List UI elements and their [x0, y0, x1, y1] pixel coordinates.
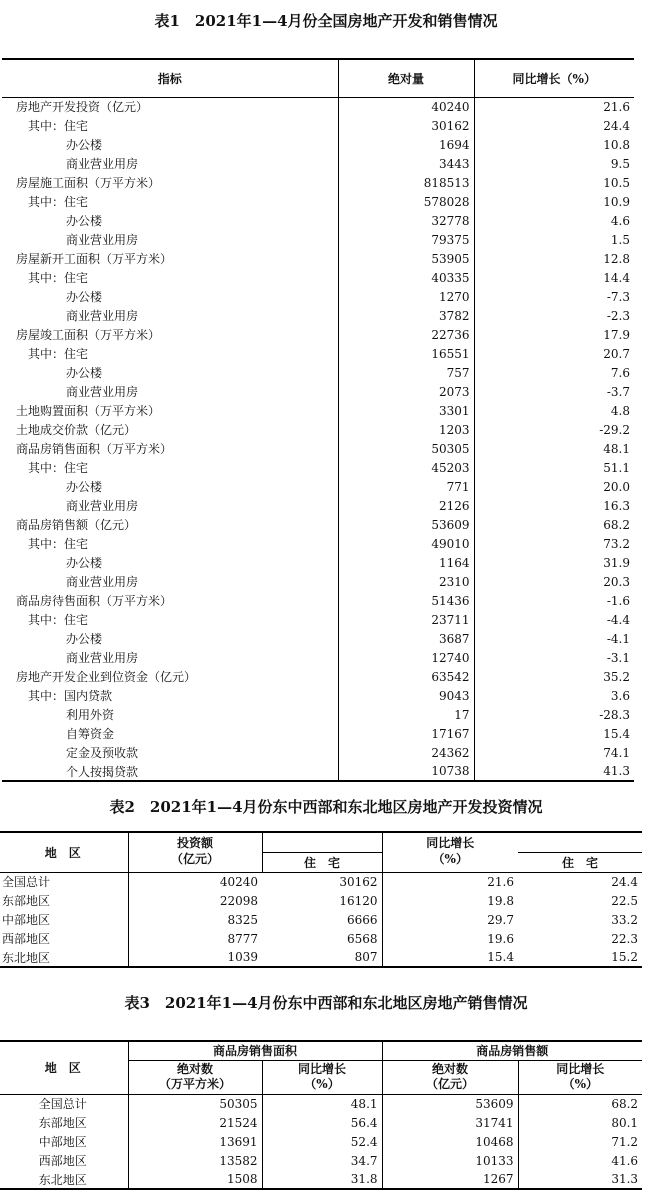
growth-value: -29.2	[599, 422, 630, 437]
invest-residential-value: 6568	[262, 929, 382, 948]
absolute-value: 17	[338, 705, 474, 724]
table-row	[0, 929, 642, 948]
region-label: 中部地区	[0, 1132, 128, 1151]
region-label: 东部地区	[0, 1113, 128, 1132]
region-label: 全国总计	[0, 872, 128, 891]
growth-value: 16.3	[603, 498, 630, 513]
absolute-value: 1164	[338, 553, 474, 572]
absolute-value: 1694	[338, 135, 474, 154]
table-row	[2, 192, 634, 211]
absolute-value: 51436	[338, 591, 474, 610]
indicator-label: 房屋施工面积（万平方米）	[2, 173, 338, 192]
table-row	[2, 306, 634, 325]
header-sales-growth: 同比增长 （%）	[556, 1062, 605, 1091]
indicator-label: 其中：住宅	[2, 344, 338, 363]
absolute-value: 17167	[338, 724, 474, 743]
growth-value: 20.0	[603, 479, 630, 494]
indicator-label: 房屋竣工面积（万平方米）	[2, 325, 338, 344]
growth-value: 17.9	[603, 327, 630, 342]
indicator-label: 个人按揭贷款	[2, 762, 338, 781]
table-row	[2, 154, 634, 173]
table3	[0, 1040, 642, 1190]
absolute-value: 40240	[338, 97, 474, 116]
region-label: 东北地区	[0, 1170, 128, 1189]
absolute-value: 818513	[338, 173, 474, 192]
table-row	[2, 572, 634, 591]
absolute-value: 3782	[338, 306, 474, 325]
area-value: 1508	[128, 1170, 262, 1189]
header-growth: 同比增长 （%）	[382, 832, 518, 872]
indicator-label: 其中：住宅	[2, 458, 338, 477]
table-row	[0, 872, 642, 891]
table-row	[2, 496, 634, 515]
area-value: 21524	[128, 1113, 262, 1132]
table1-title: 表1 2021年1—4月份全国房地产开发和销售情况	[154, 12, 498, 30]
region-label: 西部地区	[0, 929, 128, 948]
indicator-label: 其中：住宅	[2, 192, 338, 211]
table3-title: 表3 2021年1—4月份东中西部和东北地区房地产销售情况	[124, 994, 528, 1012]
indicator-label: 办公楼	[2, 477, 338, 496]
growth-value: 29.7	[487, 912, 514, 927]
absolute-value: 32778	[338, 211, 474, 230]
table-row	[2, 439, 634, 458]
sales-value: 10468	[382, 1132, 518, 1151]
table3-body	[0, 1094, 642, 1189]
growth-residential-value: 24.4	[611, 874, 638, 889]
growth-value: 20.7	[603, 346, 630, 361]
table-row	[2, 325, 634, 344]
growth-value: 35.2	[603, 669, 630, 684]
header-area-absolute: 绝对数 （万平方米）	[128, 1060, 262, 1094]
absolute-value: 45203	[338, 458, 474, 477]
indicator-label: 其中：住宅	[2, 534, 338, 553]
indicator-label: 土地购置面积（万平方米）	[2, 401, 338, 420]
table-row	[0, 891, 642, 910]
sales-growth-value: 68.2	[611, 1096, 639, 1111]
growth-value: -2.3	[606, 308, 630, 323]
absolute-value: 24362	[338, 743, 474, 762]
table-row	[2, 724, 634, 743]
invest-residential-value: 16120	[262, 891, 382, 910]
indicator-label: 商业营业用房	[2, 572, 338, 591]
area-growth-value: 48.1	[262, 1094, 382, 1113]
indicator-label: 自筹资金	[2, 724, 338, 743]
indicator-label: 土地成交价款（亿元）	[2, 420, 338, 439]
indicator-label: 办公楼	[2, 287, 338, 306]
indicator-label: 商业营业用房	[2, 648, 338, 667]
region-label: 东部地区	[0, 891, 128, 910]
sales-value: 10133	[382, 1151, 518, 1170]
growth-value: 15.4	[382, 948, 518, 967]
absolute-value: 1270	[338, 287, 474, 306]
absolute-value: 771	[338, 477, 474, 496]
absolute-value: 9043	[338, 686, 474, 705]
header-growth-blank	[518, 832, 642, 852]
indicator-label: 其中：国内贷款	[2, 686, 338, 705]
table-row	[2, 382, 634, 401]
table-row	[0, 1151, 642, 1170]
table-row	[2, 135, 634, 154]
table-row	[2, 268, 634, 287]
indicator-label: 商品房待售面积（万平方米）	[2, 591, 338, 610]
header-growth: 同比增长（%）	[474, 59, 634, 97]
header-invest: 投资额 （亿元）	[128, 832, 262, 872]
invest-value: 40240	[219, 874, 258, 889]
table-row	[2, 610, 634, 629]
growth-residential-value: 33.2	[611, 912, 638, 927]
growth-value: 31.9	[603, 555, 630, 570]
header-sales-amount: 商品房销售额	[382, 1041, 642, 1060]
growth-value: 68.2	[603, 517, 630, 532]
absolute-value: 63542	[338, 667, 474, 686]
table-row	[0, 1170, 642, 1189]
indicator-label: 商业营业用房	[2, 306, 338, 325]
table-row	[2, 344, 634, 363]
absolute-value: 2310	[338, 572, 474, 591]
table-row	[2, 458, 634, 477]
absolute-value: 2073	[338, 382, 474, 401]
header-region: 地 区	[0, 832, 128, 872]
growth-value: 10.8	[603, 137, 630, 152]
indicator-label: 办公楼	[2, 211, 338, 230]
area-growth-value: 52.4	[262, 1132, 382, 1151]
area-value: 13691	[128, 1132, 262, 1151]
growth-value: 10.5	[603, 175, 630, 190]
header-region: 地 区	[0, 1041, 128, 1094]
growth-value: -1.6	[606, 593, 630, 608]
table-row	[2, 477, 634, 496]
growth-value: 20.3	[603, 574, 630, 589]
growth-value: 24.4	[603, 118, 630, 133]
invest-value: 8325	[227, 912, 258, 927]
absolute-value: 50305	[338, 439, 474, 458]
growth-value: 73.2	[603, 536, 630, 551]
invest-value: 8777	[227, 931, 258, 946]
invest-value: 22098	[219, 893, 258, 908]
invest-residential-value: 807	[262, 948, 382, 967]
growth-value: -4.1	[606, 631, 630, 646]
growth-value: 21.6	[603, 99, 630, 114]
absolute-value: 3301	[338, 401, 474, 420]
indicator-label: 房屋新开工面积（万平方米）	[2, 249, 338, 268]
absolute-value: 49010	[338, 534, 474, 553]
table2-title: 表2 2021年1—4月份东中西部和东北地区房地产开发投资情况	[109, 798, 543, 816]
growth-value: 12.8	[603, 251, 630, 266]
table-row	[2, 97, 634, 116]
absolute-value: 79375	[338, 230, 474, 249]
sales-value: 31741	[382, 1113, 518, 1132]
invest-residential-value: 30162	[262, 872, 382, 891]
sales-growth-value: 31.3	[518, 1170, 642, 1189]
area-growth-value: 34.7	[262, 1151, 382, 1170]
header-growth-residential: 住 宅	[518, 852, 642, 872]
growth-value: 48.1	[603, 441, 630, 456]
table-row	[2, 534, 634, 553]
growth-value: -3.1	[606, 650, 630, 665]
growth-value: 4.8	[610, 403, 630, 418]
sales-value: 53609	[382, 1094, 518, 1113]
absolute-value: 757	[338, 363, 474, 382]
absolute-value: 3443	[338, 154, 474, 173]
growth-value: 74.1	[603, 745, 630, 760]
indicator-label: 商业营业用房	[2, 382, 338, 401]
growth-residential-value: 22.5	[611, 893, 638, 908]
growth-value: -7.3	[606, 289, 630, 304]
table-row	[0, 1094, 642, 1113]
indicator-label: 商业营业用房	[2, 154, 338, 173]
growth-value: 4.6	[610, 213, 630, 228]
indicator-label: 利用外资	[2, 705, 338, 724]
table-row	[0, 1132, 642, 1151]
growth-value: 21.6	[487, 874, 514, 889]
table-row	[2, 230, 634, 249]
table2	[0, 831, 642, 968]
indicator-label: 商品房销售额（亿元）	[2, 515, 338, 534]
region-label: 全国总计	[0, 1094, 128, 1113]
table-row	[2, 173, 634, 192]
table-row	[2, 553, 634, 572]
header-area-growth: 同比增长 （%）	[262, 1060, 382, 1094]
indicator-label: 其中：住宅	[2, 610, 338, 629]
table2-body	[0, 872, 642, 967]
table-row	[0, 910, 642, 929]
indicator-label: 办公楼	[2, 553, 338, 572]
indicator-label: 定金及预收款	[2, 743, 338, 762]
table-row	[2, 515, 634, 534]
table-row	[2, 705, 634, 724]
sales-growth-value: 80.1	[611, 1115, 639, 1130]
region-label: 中部地区	[0, 910, 128, 929]
growth-value: 3.6	[610, 688, 630, 703]
growth-value: 1.5	[610, 232, 630, 247]
growth-residential-value: 15.2	[518, 948, 642, 967]
absolute-value: 22736	[338, 325, 474, 344]
absolute-value: 40335	[338, 268, 474, 287]
table-row	[2, 743, 634, 762]
table-row	[2, 686, 634, 705]
area-growth-value: 31.8	[262, 1170, 382, 1189]
region-label: 东北地区	[0, 948, 128, 967]
header-absolute: 绝对量	[338, 59, 474, 97]
indicator-label: 房地产开发企业到位资金（亿元）	[2, 667, 338, 686]
sales-growth-value: 71.2	[611, 1134, 639, 1149]
header-indicator: 指标	[2, 59, 338, 97]
table-row	[2, 667, 634, 686]
header-sales-absolute: 绝对数 （亿元）	[382, 1060, 518, 1094]
table-row	[2, 401, 634, 420]
invest-residential-value: 6666	[262, 910, 382, 929]
absolute-value: 578028	[338, 192, 474, 211]
absolute-value: 53609	[338, 515, 474, 534]
table-row	[2, 249, 634, 268]
table-row	[0, 1113, 642, 1132]
indicator-label: 办公楼	[2, 363, 338, 382]
table-row	[2, 762, 634, 781]
growth-value: 7.6	[610, 365, 630, 380]
growth-value: 41.3	[474, 762, 634, 781]
growth-value: -28.3	[599, 707, 630, 722]
growth-value: -4.4	[606, 612, 630, 627]
growth-value: 51.1	[603, 460, 630, 475]
growth-value: 9.5	[610, 156, 630, 171]
area-growth-value: 56.4	[262, 1113, 382, 1132]
indicator-label: 商业营业用房	[2, 230, 338, 249]
table-row	[2, 629, 634, 648]
table-row	[2, 287, 634, 306]
table1	[2, 58, 634, 782]
sales-value: 1267	[382, 1170, 518, 1189]
growth-residential-value: 22.3	[611, 931, 638, 946]
growth-value: 10.9	[603, 194, 630, 209]
indicator-label: 房地产开发投资（亿元）	[2, 97, 338, 116]
absolute-value: 12740	[338, 648, 474, 667]
absolute-value: 2126	[338, 496, 474, 515]
header-sales-area: 商品房销售面积	[128, 1041, 382, 1060]
indicator-label: 办公楼	[2, 629, 338, 648]
indicator-label: 其中：住宅	[2, 268, 338, 287]
growth-value: 19.6	[487, 931, 514, 946]
absolute-value: 16551	[338, 344, 474, 363]
table-row	[2, 211, 634, 230]
indicator-label: 其中：住宅	[2, 116, 338, 135]
absolute-value: 1203	[338, 420, 474, 439]
indicator-label: 商业营业用房	[2, 496, 338, 515]
table1-body	[2, 97, 634, 781]
table-row	[2, 116, 634, 135]
area-value: 13582	[128, 1151, 262, 1170]
absolute-value: 23711	[338, 610, 474, 629]
region-label: 西部地区	[0, 1151, 128, 1170]
invest-value: 1039	[128, 948, 262, 967]
absolute-value: 53905	[338, 249, 474, 268]
table-row	[2, 363, 634, 382]
sales-growth-value: 41.6	[611, 1153, 639, 1168]
header-invest-residential: 住 宅	[262, 852, 382, 872]
absolute-value: 10738	[338, 762, 474, 781]
growth-value: 15.4	[603, 726, 630, 741]
absolute-value: 30162	[338, 116, 474, 135]
header-invest-blank	[262, 832, 382, 852]
indicator-label: 商品房销售面积（万平方米）	[2, 439, 338, 458]
table-row	[2, 648, 634, 667]
absolute-value: 3687	[338, 629, 474, 648]
table-row	[0, 948, 642, 967]
table-row	[2, 420, 634, 439]
growth-value: 19.8	[487, 893, 514, 908]
indicator-label: 办公楼	[2, 135, 338, 154]
growth-value: 14.4	[603, 270, 630, 285]
area-value: 50305	[128, 1094, 262, 1113]
growth-value: -3.7	[606, 384, 630, 399]
table-row	[2, 591, 634, 610]
